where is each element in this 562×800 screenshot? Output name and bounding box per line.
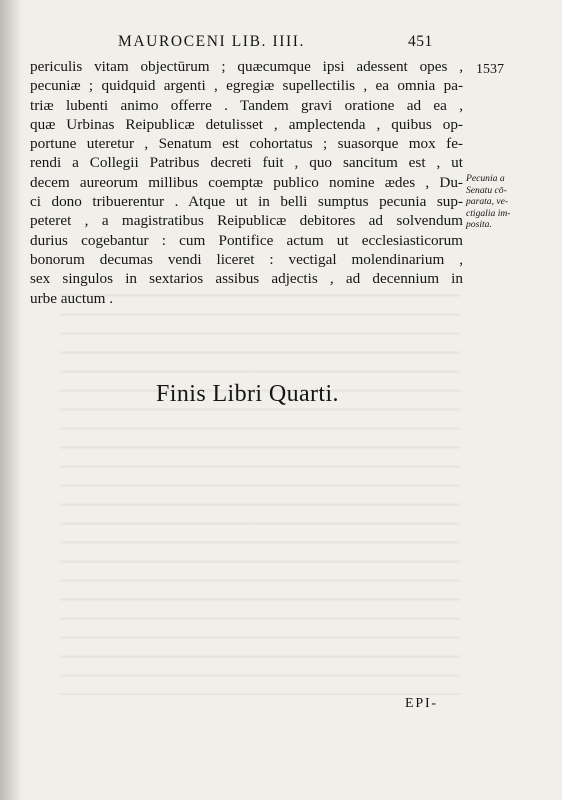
text-line: peteret , a magistratibus Reipublicæ debitores ad solvendum bbox=[30, 212, 463, 230]
page-number: 451 bbox=[408, 33, 433, 50]
marginal-note-line: posita. bbox=[466, 219, 492, 231]
text-line: ci dono tribuerentur . Atque ut in belli sumptus pecunia sup- bbox=[30, 193, 463, 211]
text-line: quæ Urbinas Reipublicæ detulisset , amplectenda , quibus op- bbox=[30, 115, 463, 133]
show-through-text bbox=[60, 285, 460, 695]
margin-year: 1537 bbox=[476, 62, 504, 77]
running-head: MAUROCENI LIB. IIII. bbox=[118, 33, 305, 50]
text-line: durius cogebantur : cum Pontifice actum ut ecclesiasticorum bbox=[30, 231, 463, 249]
marginal-note-line: parata, ve- bbox=[466, 196, 509, 208]
marginal-note-line: Senatu cō- bbox=[466, 184, 507, 196]
text-line: portune uteretur , Senatum est cohortatus ; suasorque mox fe- bbox=[30, 135, 463, 153]
text-line: triæ lubenti animo offerre . Tandem gravi oratione ad ea , bbox=[30, 96, 463, 114]
text-line: urbe auctum . bbox=[30, 289, 114, 307]
text-line: rendi a Collegii Patribus decreti fuit , quo sancitum est , ut bbox=[30, 154, 463, 172]
text-line: sex singulos in sextarios assibus adjectis , ad decennium in bbox=[30, 270, 463, 288]
marginal-note bbox=[466, 173, 558, 231]
text-line: bonorum decumas vendi liceret : vectigal molendinarium , bbox=[30, 250, 463, 268]
marginal-note-line: ctigalia im- bbox=[466, 207, 511, 219]
text-line: decem aureorum millibus coemptæ publico nomine ædes , Du- bbox=[30, 173, 463, 191]
catchword: EPI- bbox=[405, 696, 438, 711]
body-paragraph bbox=[30, 57, 463, 308]
book-end-heading: Finis Libri Quarti. bbox=[156, 381, 339, 407]
marginal-note-line: Pecunia a bbox=[466, 173, 505, 184]
text-line: pecuniæ ; quidquid argenti , egregiæ supellectilis , ea omnia pa- bbox=[30, 77, 463, 95]
text-line: periculis vitam objectūrum ; quæcumque ipsi adessent opes , bbox=[30, 58, 463, 75]
